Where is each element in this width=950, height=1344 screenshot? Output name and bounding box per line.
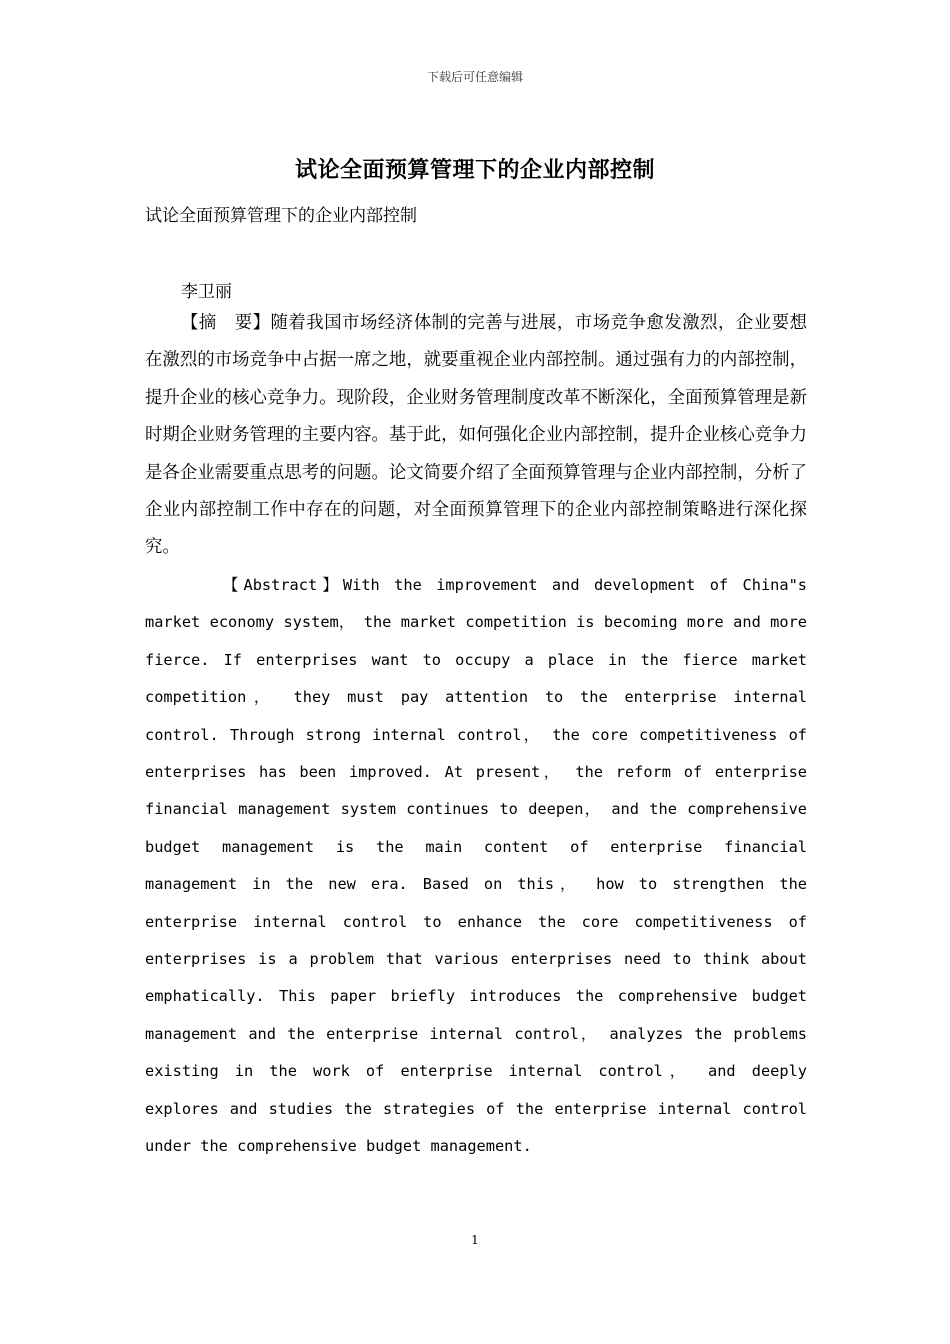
abstract-chinese: 【摘 要】随着我国市场经济体制的完善与进展，市场竞争愈发激烈，企业要想在激烈的市场竞争中占据一席之地，就要重视企业内部控制。通过强有力的内部控制，提升企业的核心竞争力。现阶段，企业财务管理制度改革不断深化，全面预算管理是新时期企业财务管理的主要内容。基于此，如何强化企业内部控制，提升企业核心竞争力是各企业需要重点思考的问题。论文简要介绍了全面预算管理与企业内部控制，分析了企业内部控制工作中存在的问题，对全面预算管理下的企业内部控制策略进行深化探究。 (145, 313, 807, 558)
page-number: 1 (471, 1233, 479, 1247)
document-title: 试论全面预算管理下的企业内部控制 (294, 157, 655, 183)
page-header-note: 下载后可任意编辑 (426, 70, 523, 84)
abstract-english: 【Abstract】With the improvement and development of China"s market economy system， the market competition is becoming more and more fierce. If enterprises want to occupy a place in the fierce market competition， they must pay attention to the enterprise internal control. Through strong internal control， the core competitiveness of enterprises has been improved. At present， the reform of enterprise financial management system continues to deepen， and the comprehensive budget management is the main content of enterprise financial management in the new era. Based on this， how to strengthen the enterprise internal control to enhance the core competitiveness of enterprises is a problem that various enterprises need to think about emphatically. This paper briefly introduces the comprehensive budget management and the enterprise internal control， analyzes the problems existing in the work of enterprise internal control， and deeply explores and studies the strategies of the enterprise internal control under the comprehensive budget management. (145, 576, 807, 1156)
author-name: 李卫丽 (181, 282, 232, 302)
document-subtitle: 试论全面预算管理下的企业内部控制 (145, 206, 417, 226)
